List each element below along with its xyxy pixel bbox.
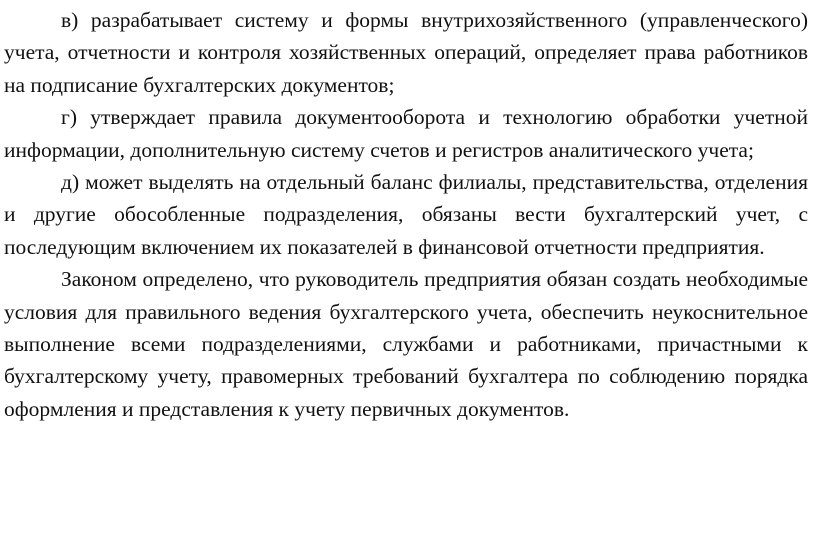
paragraph-item-v: в) разрабатывает систему и формы внутрихозяйственного (управленческого) учета, отчетности и контроля хозяйственных операций, определяет права работников на подписание бухгалтерских документов;	[4, 8, 808, 97]
paragraph-item-g: г) утверждает правила документооборота и технологию обработки учетной информации, дополнительную систему счетов и регистров аналитического учета;	[4, 105, 808, 162]
paragraph-item-d: д) может выделять на отдельный баланс филиалы, представительства, отделения и другие обособленные подразделения, обязаны вести бухгалтерский учет, с последующим включением их показателей в финансовой отчетности предприятия.	[4, 170, 808, 259]
paragraph-law: Законом определено, что руководитель предприятия обязан создать необходимые условия для правильного ведения бухгалтерского учета, обеспечить неукоснительное выполнение всеми подразделениями, службами и работниками, причастными к бухгалтерскому учету, правомерных требований бухгалтера по соблюдению порядка оформления и представления к учету первичных документов.	[4, 267, 808, 421]
